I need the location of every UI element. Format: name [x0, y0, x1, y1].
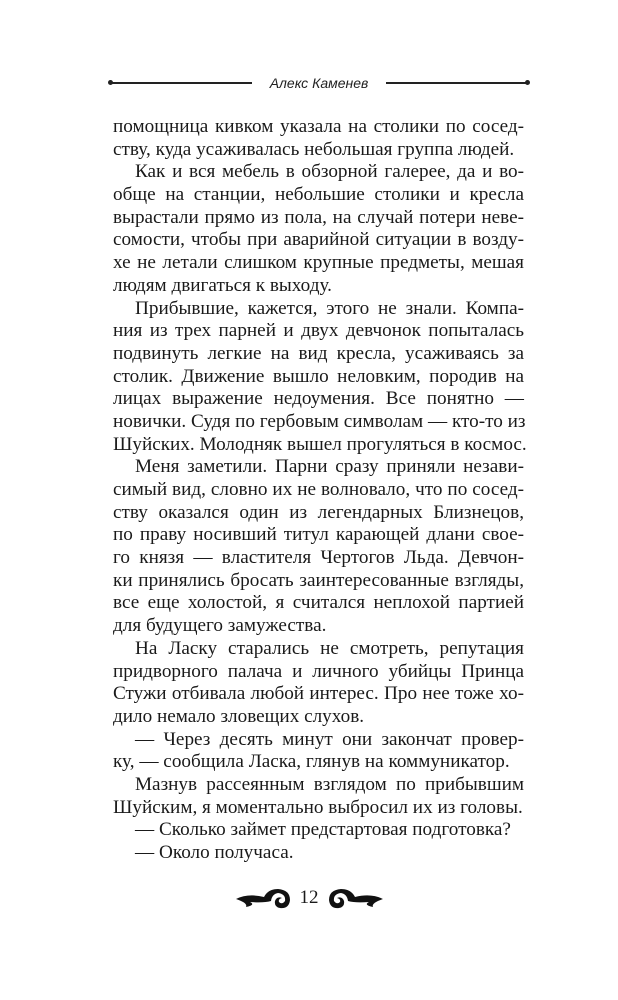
text-line: столик. Движение вышло неловким, породив на [113, 365, 524, 387]
text-line: все еще холостой, я считался неплохой партией [113, 592, 524, 614]
text-line: ки принялись бросать заинтересованные взгляды, [113, 569, 524, 591]
page-footer [0, 885, 618, 911]
page-number: 12 [299, 887, 319, 908]
text-line: помощница кивком указала на столики по сосед- [113, 116, 524, 137]
text-line: Шуйским, я моментально выбросил их из головы. [113, 796, 523, 818]
text-line: дило немало зловещих слухов. [113, 705, 365, 727]
header-rule-left [110, 82, 252, 84]
ornament-right-icon [325, 885, 385, 911]
text-line: Шуйских. Молодняк вышел прогуляться в космос. [113, 433, 527, 455]
text-line: вырастали прямо из пола, на случай потери неве- [113, 206, 524, 228]
text-line: людям двигаться к выходу. [113, 274, 332, 296]
text-line: ния из трех парней и двух девчонок попыталась [113, 320, 524, 342]
text-line: подвинуть легкие на вид кресла, усаживаясь за [113, 342, 524, 364]
running-title: Алекс Каменев [269, 75, 369, 91]
text-line: лицах выражение недоумения. Все понятно — [113, 388, 524, 410]
text-line: — Сколько займет предстартовая подготовка? [135, 819, 511, 841]
text-line: сомости, чтобы при аварийной ситуации в возду- [113, 229, 524, 251]
text-line: Как и вся мебель в обзорной галерее, да и во- [135, 161, 524, 183]
text-line: ку, — сообщила Ласка, глянув на коммуникатор. [113, 751, 510, 773]
text-line: симый вид, словно их не волновало, что по сосед- [113, 479, 524, 500]
text-line: Мазнув рассеянным взглядом по прибывшим [135, 773, 524, 795]
body-text [113, 116, 527, 865]
text-line: хе не летали слишком крупные предметы, мешая [113, 252, 524, 274]
text-line: ству оказался один из легендарных Близнецов, [113, 501, 524, 523]
running-header [110, 73, 528, 93]
text-line: для будущего замужества. [113, 615, 327, 637]
text-line: го князя — властителя Чертогов Льда. Девчон- [113, 547, 524, 569]
text-line: Стужи отбивала любой интерес. Про нее тоже хо- [113, 683, 524, 705]
header-rule-right [386, 82, 528, 84]
text-line: обще на станции, небольшие столики и кресла [113, 184, 524, 206]
text-line: Меня заметили. Парни сразу приняли незави- [135, 456, 524, 478]
text-line: Прибывшие, кажется, этого не знали. Компа- [135, 297, 524, 319]
text-line: — Около получаса. [135, 842, 294, 863]
text-line: ству, куда усаживалась небольшая группа людей. [113, 138, 515, 160]
text-line: новички. Судя по гербовым символам — кто-то из [113, 410, 526, 432]
ornament-left-icon [234, 885, 294, 911]
text-line: — Через десять минут они закончат провер- [135, 728, 524, 750]
text-line: придворного палача и личного убийцы Принца [113, 660, 524, 682]
text-line: На Ласку старались не смотреть, репутация [135, 637, 524, 659]
text-line: по праву носивший титул карающей длани свое- [113, 524, 524, 546]
